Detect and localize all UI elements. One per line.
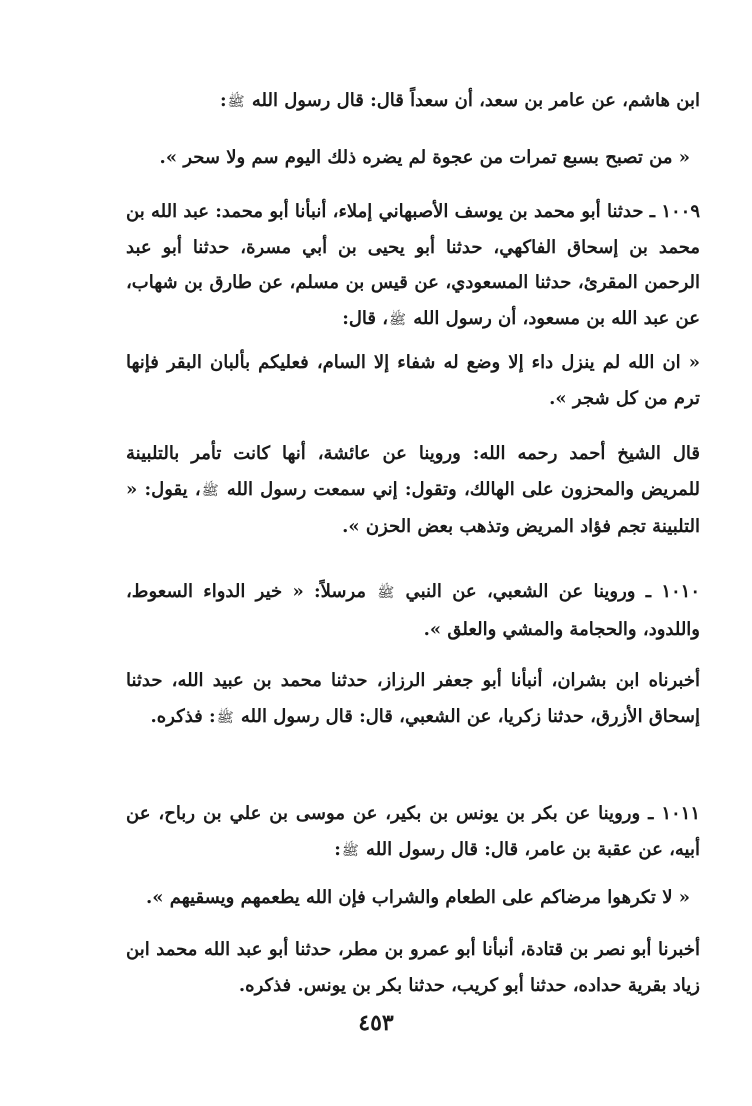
page-number: ٤٥٣ [358, 1010, 394, 1036]
hadith-number: ١٠١١ ـ [648, 803, 700, 824]
paragraph-text: ابن هاشم، عن عامر بن سعد، أن سعداً قال: قال رسول الله [245, 90, 700, 111]
salawat-ligature: ﷺ [216, 709, 234, 726]
quote-paragraph [140, 880, 690, 916]
salawat-ligature: ﷺ [389, 311, 407, 328]
paragraph-text: مرسلاً: « خير الدواء السعوط، واللدود، والحجامة والمشي والعلق ». [126, 581, 700, 640]
paragraph-text: أخبرنا أبو نصر بن قتادة، أنبأنا أبو عمرو بن مطر، حدثنا أبو عبد الله محمد ابن زياد بقرية حداده، حدثنا أبو كريب، حدثنا بكر بن يونس. فذكره. [126, 939, 700, 996]
paragraph-text: « من تصبح بسبع تمرات من عجوة لم يضره ذلك اليوم سم ولا سحر ». [159, 147, 690, 168]
paragraph [126, 663, 700, 736]
paragraph-text: : [334, 838, 341, 860]
hadith-1010 [126, 574, 700, 647]
salawat-ligature: ﷺ [341, 842, 359, 859]
paragraph-text: حدثنا أبو محمد بن يوسف الأصبهاني إملاء، أنبأنا أبو محمد: عبد الله بن محمد بن إسحاق الفاكهي، حدثنا أبو يحيى بن أبي مسرة، حدثنا أبو عبد الرحمن المقرئ، حدثنا المسعودي، عن قيس بن مسلم، عن طارق بن شهاب، عن عبد الله بن مسعود، أن رسول الله [126, 201, 700, 329]
paragraph-text: قال الشيخ أحمد رحمه الله: وروينا عن عائشة، أنها كانت تأمر بالتلبينة للمريض والمحزون على الهالك، وتقول: إني سمعت رسول الله [126, 443, 701, 500]
quote-paragraph [140, 140, 690, 176]
paragraph-text: : فذكره. [150, 705, 216, 727]
salawat-ligature: ﷺ [377, 585, 395, 601]
paragraph [126, 436, 700, 545]
salawat-ligature: ﷺ [227, 94, 245, 110]
hadith-number: ١٠٠٩ ـ [649, 201, 700, 222]
quote-paragraph [126, 345, 700, 416]
hadith-1009 [126, 194, 700, 338]
paragraph-text: : [220, 90, 227, 111]
paragraph-text: « ان الله لم ينزل داء إلا وضع له شفاء إلا السام، فعليكم بألبان البقر فإنها ترم من كل شجر ». [126, 352, 700, 409]
salawat-ligature: ﷺ [201, 482, 219, 499]
hadith-number: ١٠١٠ ـ [645, 581, 701, 602]
paragraph-text: وروينا عن بكر بن يونس بن بكير، عن موسى بن علي بن رباح، عن أبيه، عن عقبة بن عامر، قال: قال رسول الله [126, 803, 700, 860]
paragraph-text: « لا تكرهوا مرضاكم على الطعام والشراب فإن الله يطعمهم ويسقيهم ». [145, 887, 690, 908]
paragraph-text: وروينا عن الشعبي، عن النبي [395, 581, 646, 602]
paragraph-text: ، قال: [342, 307, 389, 329]
paragraph-text: أخبرناه ابن بشران، أنبأنا أبو جعفر الرزاز، حدثنا محمد بن عبيد الله، حدثنا إسحاق الأزرق، حدثنا زكريا، عن الشعبي، قال: قال رسول الله [126, 670, 700, 727]
hadith-1011 [126, 796, 700, 869]
paragraph-text: ، يقول: « التلبينة تجم فؤاد المريض وتذهب بعض الحزن ». [126, 478, 700, 537]
paragraph [126, 83, 700, 121]
paragraph [126, 932, 700, 1003]
